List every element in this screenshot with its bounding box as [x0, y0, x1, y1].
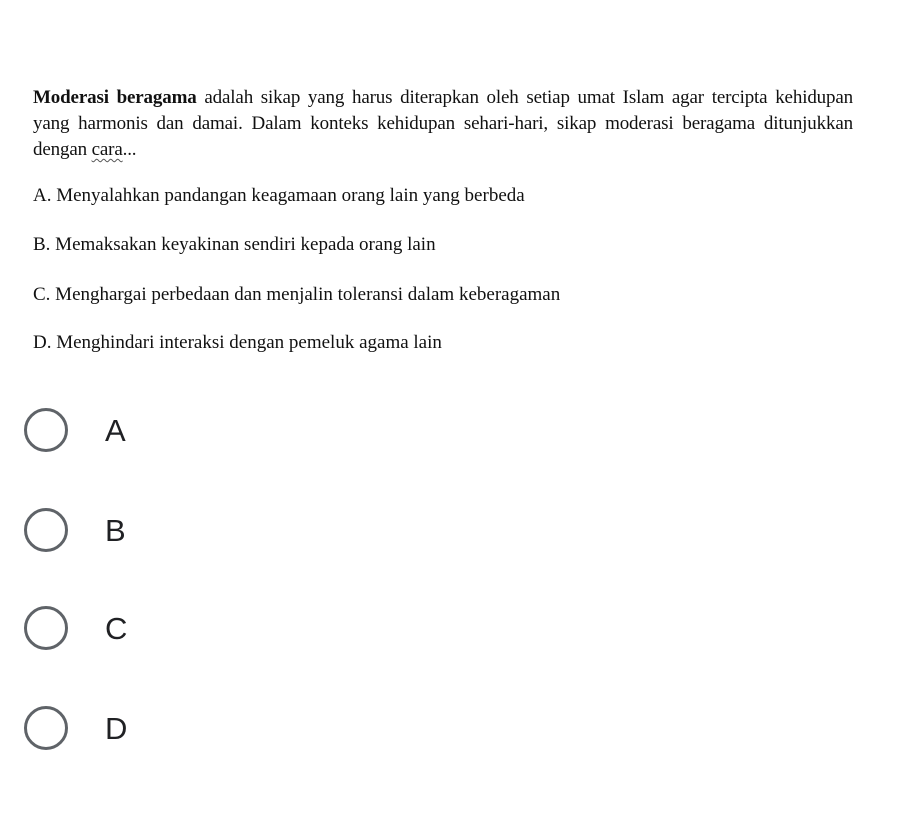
question-stem-bold: Moderasi beragama	[33, 87, 197, 108]
choice-label-c: C	[105, 610, 128, 646]
radio-button-b[interactable]	[24, 508, 68, 552]
choice-a[interactable]	[24, 405, 126, 455]
question-text-block	[33, 85, 854, 353]
spellcheck-word: cara	[91, 139, 123, 160]
question-stem-ellipsis: ...	[122, 139, 137, 160]
radio-button-c[interactable]	[24, 606, 68, 650]
choice-label-b: B	[105, 512, 126, 548]
choice-label-d: D	[105, 710, 128, 746]
choice-label-a: A	[105, 412, 126, 448]
radio-button-a[interactable]	[24, 408, 68, 452]
radio-button-d[interactable]	[24, 706, 68, 750]
option-text-b: B. Memaksakan keyakinan sendiri kepada orang lain	[33, 234, 436, 255]
choice-b[interactable]	[24, 505, 126, 555]
option-text-d: D. Menghindari interaksi dengan pemeluk agama lain	[33, 332, 442, 353]
question-stem-text: adalah sikap yang harus diterapkan oleh setiap umat Islam agar tercipta kehidupan yang harmonis dan damai. Dalam konteks kehidupan sehari-hari, sikap moderasi beragama ditunjukkan dengan	[33, 87, 854, 160]
option-text-c: C. Menghargai perbedaan dan menjalin toleransi dalam keberagaman	[33, 284, 561, 305]
question-stem	[33, 85, 853, 163]
option-text-a: A. Menyalahkan pandangan keagamaan orang lain yang berbeda	[33, 185, 525, 206]
choice-d[interactable]	[24, 703, 127, 753]
choice-c[interactable]	[24, 603, 127, 653]
